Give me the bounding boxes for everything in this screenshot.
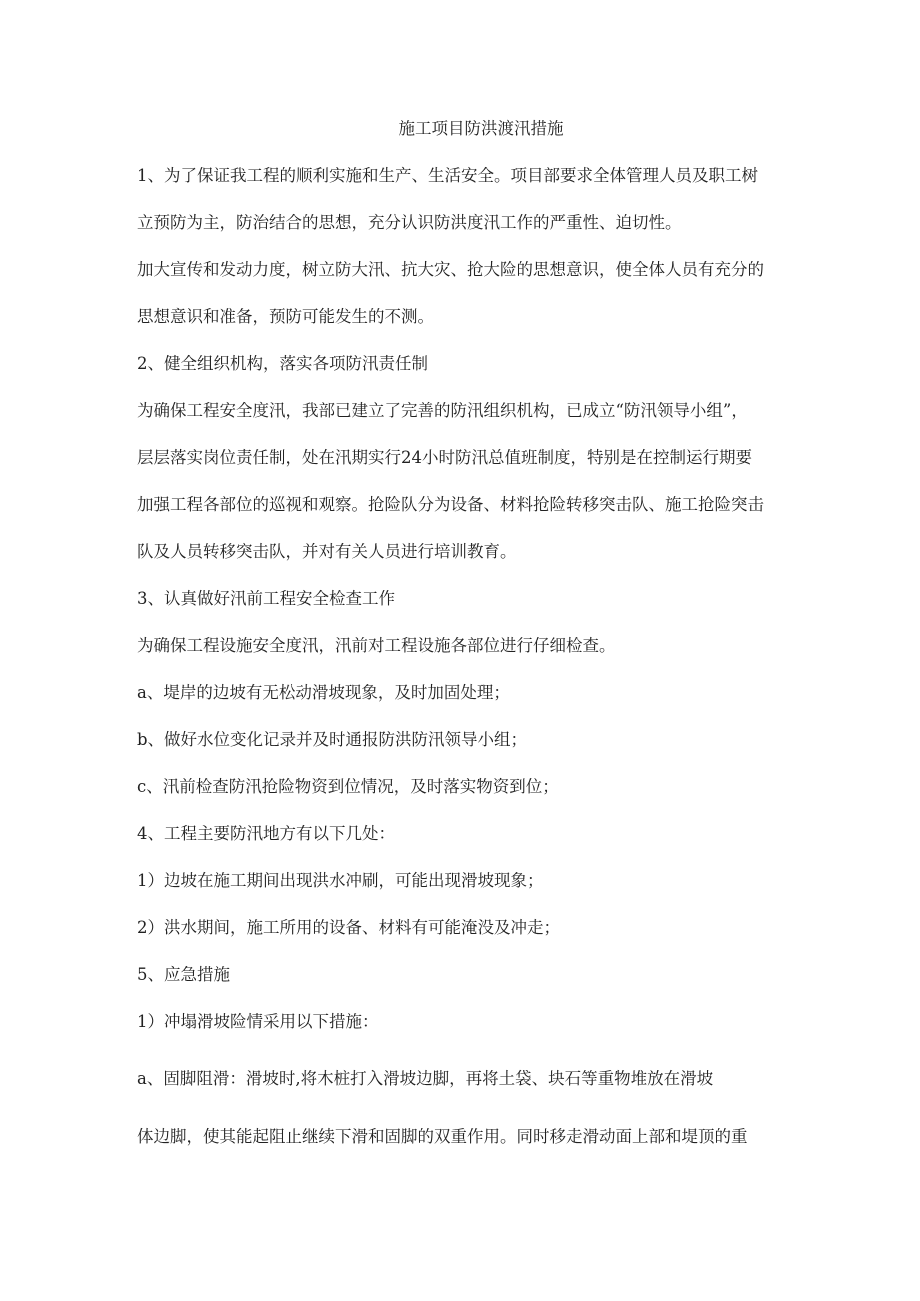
text-line: 为确保工程设施安全度汛，汛前对工程设施各部位进行仔细检查。 bbox=[137, 636, 616, 655]
text-line: a、固脚阻滑：滑坡时,将木桩打入滑坡边脚，再将土袋、块石等重物堆放在滑坡 bbox=[137, 1069, 714, 1088]
document-title: 施工项目防洪渡汛措施 bbox=[398, 119, 564, 138]
text-line: 5、应急措施 bbox=[137, 965, 230, 984]
text-line: 2、健全组织机构，落实各项防汛责任制 bbox=[137, 354, 428, 373]
text-line: 立预防为主，防治结合的思想，充分认识防洪度汛工作的严重性、迫切性。 bbox=[137, 213, 682, 232]
text-line: 1）冲塌滑坡险情采用以下措施： bbox=[137, 1012, 379, 1031]
text-line: a、堤岸的边坡有无松动滑坡现象，及时加固处理； bbox=[137, 683, 510, 702]
document-body-continued bbox=[137, 1052, 837, 1167]
text-line: 4、工程主要防汛地方有以下几处： bbox=[137, 824, 395, 843]
text-line: 3、认真做好汛前工程安全检查工作 bbox=[137, 589, 395, 608]
text-line: c、汛前检查防汛抢险物资到位情况，及时落实物资到位； bbox=[137, 777, 559, 796]
text-line: 队及人员转移突击队，并对有关人员进行培训教育。 bbox=[137, 542, 517, 561]
text-line: 1、为了保证我工程的顺利实施和生产、生活安全。项目部要求全体管理人员及职工树 bbox=[137, 166, 758, 185]
text-line: 为确保工程安全度汛，我部已建立了完善的防汛组织机构，已成立“防汛领导小组”， bbox=[137, 401, 748, 420]
text-line: 加强工程各部位的巡视和观察。抢险队分为设备、材料抢险转移突击队、施工抢险突击 bbox=[137, 495, 764, 514]
document-page bbox=[137, 105, 837, 1167]
document-body bbox=[137, 152, 837, 1045]
text-line: 2）洪水期间，施工所用的设备、材料有可能淹没及冲走； bbox=[137, 918, 560, 937]
text-line: 层层落实岗位责任制，处在汛期实行24小时防汛总值班制度，特别是在控制运行期要 bbox=[137, 448, 752, 467]
text-line: b、做好水位变化记录并及时通报防洪防汛领导小组； bbox=[137, 730, 528, 749]
text-line: 思想意识和准备，预防可能发生的不测。 bbox=[137, 307, 434, 326]
text-line: 加大宣传和发动力度，树立防大汛、抗大灾、抢大险的思想意识，使全体人员有充分的 bbox=[137, 260, 764, 279]
text-line: 1）边坡在施工期间出现洪水冲刷，可能出现滑坡现象； bbox=[137, 871, 544, 890]
text-line: 体边脚，使其能起阻止继续下滑和固脚的双重作用。同时移走滑动面上部和堤顶的重 bbox=[137, 1127, 748, 1146]
